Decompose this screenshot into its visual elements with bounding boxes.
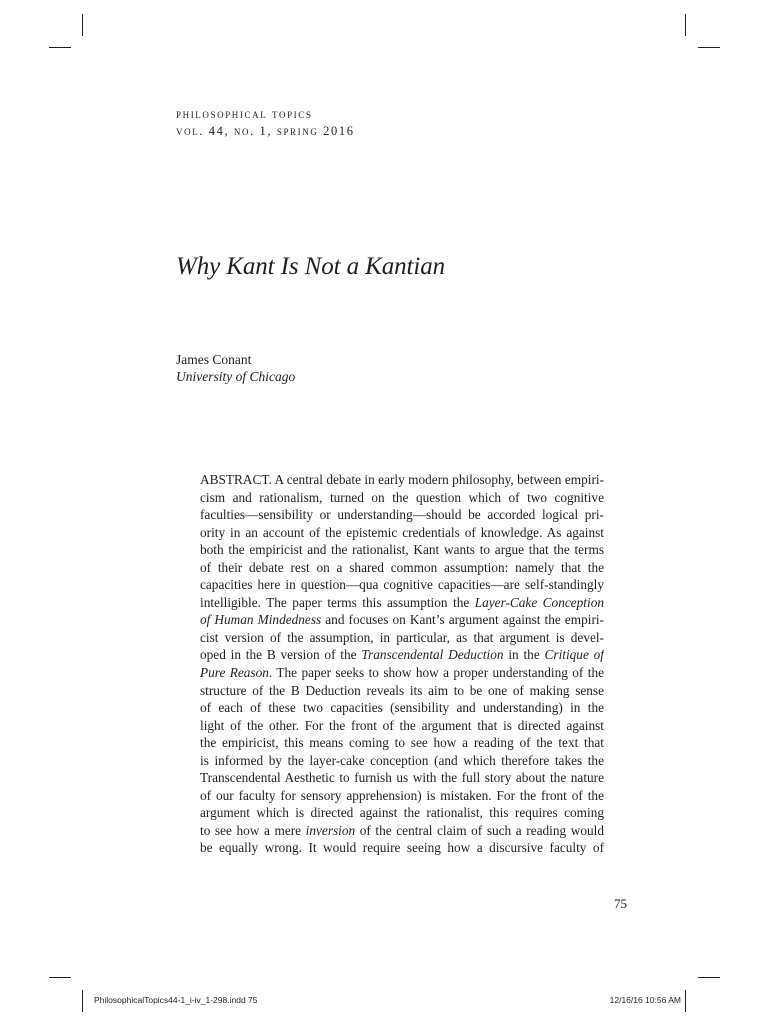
crop-mark-top-left-h bbox=[49, 47, 71, 48]
abstract-text-run: light of the other. For the front of the argument that is directed against bbox=[200, 717, 604, 733]
abstract-line bbox=[200, 629, 604, 647]
abstract-text-run: Transcendental Aesthetic to furnish us with the full story about the nature bbox=[200, 770, 604, 786]
abstract-text-run: oped in the B version of the bbox=[200, 647, 362, 663]
abstract-text-run: both the empiricist and the rationalist, Kant wants to argue that the terms bbox=[200, 542, 604, 558]
abstract-line bbox=[200, 769, 604, 787]
crop-mark-bottom-left-h bbox=[49, 977, 71, 978]
abstract-line bbox=[200, 734, 604, 752]
abstract-line bbox=[200, 489, 604, 507]
slug-file-name: PhilosophicalTopics44-1_i-iv_1-298.indd 75 bbox=[94, 995, 258, 1005]
abstract-line bbox=[200, 699, 604, 717]
abstract-line bbox=[200, 752, 604, 770]
page-number: 75 bbox=[614, 896, 627, 911]
journal-name: philosophical topics bbox=[176, 107, 313, 121]
author-name: James Conant bbox=[176, 352, 252, 367]
crop-mark-top-left bbox=[82, 14, 83, 36]
abstract-line bbox=[200, 822, 604, 840]
crop-mark-bottom-right-h bbox=[698, 977, 720, 978]
abstract-italic-run: Critique of bbox=[544, 647, 604, 663]
abstract-text-run: cist version of the assumption, in particular, as that argument is devel- bbox=[200, 629, 604, 645]
abstract-text-run: the empiricist, this means coming to see how a reading of the text that bbox=[200, 735, 604, 751]
abstract-text-run: cism and rationalism, turned on the question which of two cognitive bbox=[200, 489, 604, 505]
abstract-text-run: of each of these two capacities (sensibility and understanding) in the bbox=[200, 700, 604, 716]
abstract-line bbox=[200, 717, 604, 735]
abstract-text-run: . The paper seeks to show how a proper understanding of the bbox=[268, 665, 604, 681]
abstract-line bbox=[200, 541, 604, 559]
abstract-line bbox=[200, 524, 604, 542]
abstract-italic-run: Transcendental Deduction bbox=[361, 647, 504, 663]
abstract-italic-run: inversion bbox=[305, 822, 356, 838]
abstract-line bbox=[200, 804, 604, 822]
abstract bbox=[200, 471, 604, 857]
abstract-text-run: faculties—sensibility or understanding—should be accorded logical pri- bbox=[200, 507, 604, 523]
abstract-text-run: argument which is directed against the rationalist, this requires coming bbox=[200, 805, 604, 821]
abstract-italic-run: Pure Reason bbox=[200, 665, 269, 681]
abstract-italic-run: Layer-Cake Conception bbox=[474, 594, 604, 610]
abstract-text-run: of the central claim of such a reading would bbox=[355, 822, 604, 838]
abstract-text-run: in the bbox=[503, 647, 545, 663]
abstract-line bbox=[200, 787, 604, 805]
abstract-text-run: be equally wrong. It would require seeing how a discursive faculty of bbox=[200, 840, 604, 856]
abstract-text-run: structure of the B Deduction reveals its aim to be one of making sense bbox=[200, 682, 604, 698]
abstract-text-run: to see how a mere bbox=[200, 822, 306, 838]
journal-issue: vol. 44, no. 1, spring 2016 bbox=[176, 124, 355, 138]
abstract-text-run: of our faculty for sensory apprehension) is mistaken. For the front of the bbox=[200, 787, 604, 803]
abstract-line bbox=[200, 646, 604, 664]
crop-mark-top-right-h bbox=[698, 47, 720, 48]
abstract-italic-run: of Human Mindedness bbox=[200, 612, 322, 628]
abstract-text-run: ABSTRACT. A central debate in early modern philosophy, between empiri- bbox=[200, 472, 604, 487]
abstract-text-run: is informed by the layer-cake conception (and which therefore takes the bbox=[200, 752, 604, 768]
crop-mark-bottom-left bbox=[82, 990, 83, 1012]
article-title: Why Kant Is Not a Kantian bbox=[176, 253, 446, 280]
abstract-text-run: capacities here in question—qua cognitive capacities—are self-standingly bbox=[200, 577, 604, 593]
abstract-text-run: of their debate rest on a shared common assumption: namely that the bbox=[200, 559, 604, 575]
author-affiliation: University of Chicago bbox=[176, 369, 296, 384]
abstract-line bbox=[200, 576, 604, 594]
abstract-line bbox=[200, 611, 604, 629]
abstract-line bbox=[200, 471, 604, 489]
crop-mark-top-right bbox=[685, 14, 686, 36]
abstract-line bbox=[200, 664, 604, 682]
abstract-line bbox=[200, 682, 604, 700]
crop-mark-bottom-right bbox=[685, 990, 686, 1012]
abstract-line bbox=[200, 839, 604, 857]
abstract-line bbox=[200, 594, 604, 612]
abstract-line bbox=[200, 559, 604, 577]
abstract-text-run: intelligible. The paper terms this assumption the bbox=[200, 594, 475, 610]
slug-timestamp: 12/16/16 10:56 AM bbox=[609, 995, 681, 1005]
abstract-text-run: ority in an account of the epistemic credentials of knowledge. As against bbox=[200, 524, 604, 540]
abstract-line bbox=[200, 506, 604, 524]
abstract-text-run: and focuses on Kant’s argument against the empiri- bbox=[321, 612, 604, 628]
